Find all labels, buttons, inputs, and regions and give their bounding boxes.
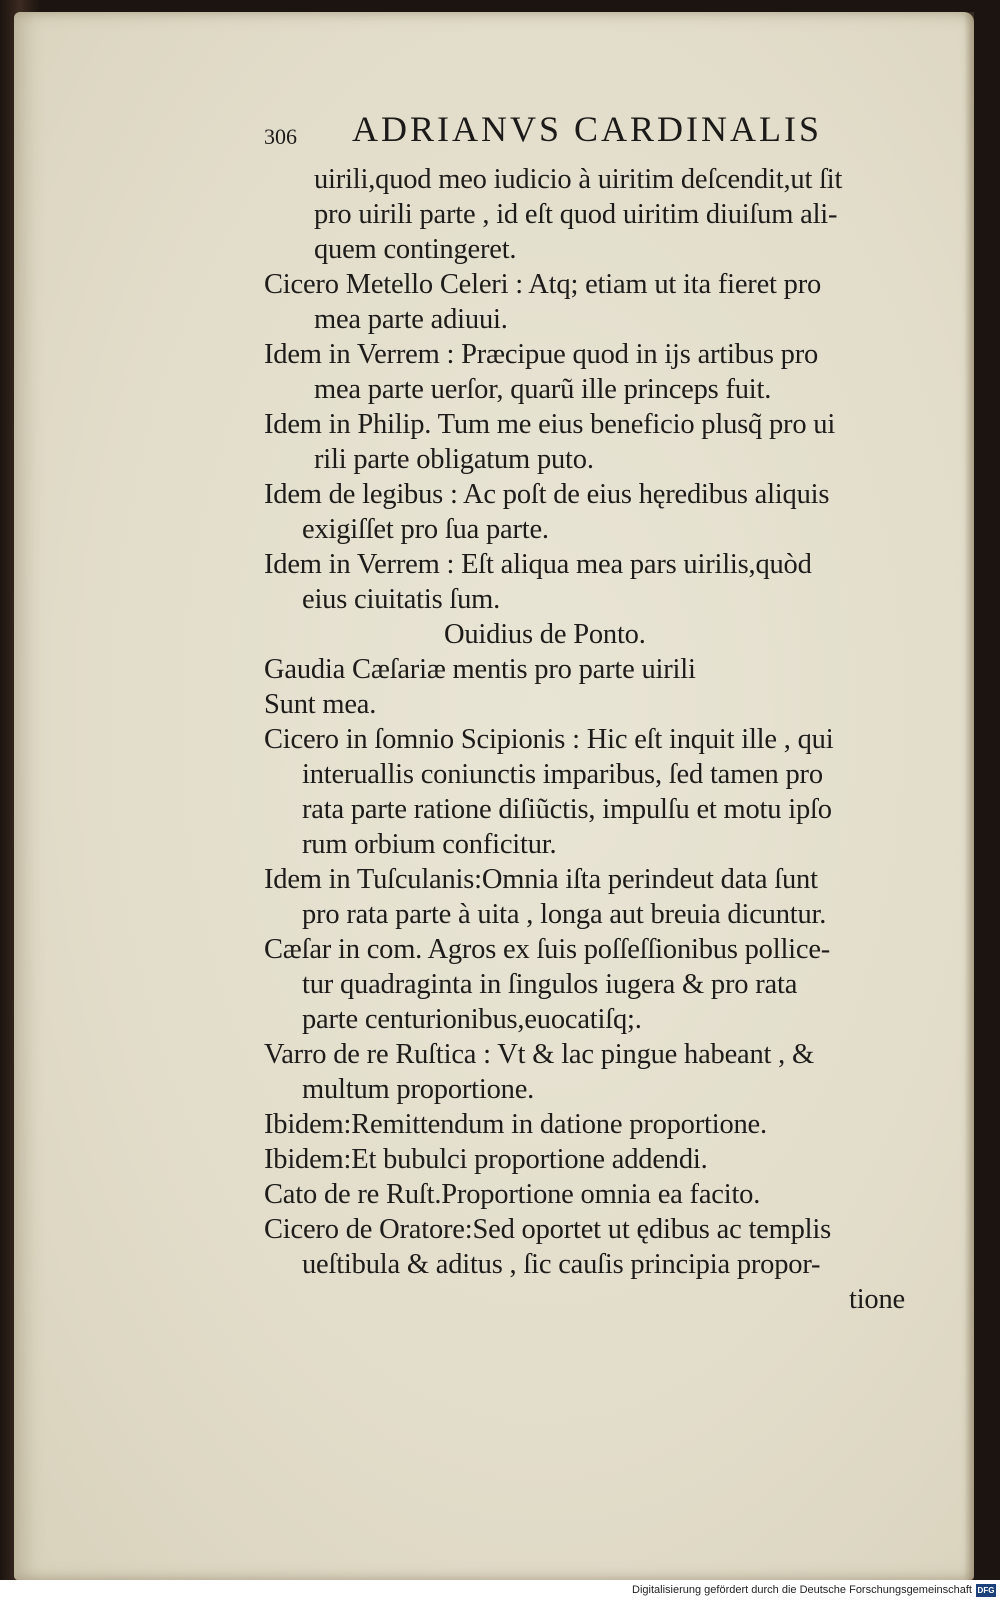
text-line: Cato de re Ruſt.Proportione omnia ea facito. bbox=[264, 1179, 761, 1210]
text-line: quem contingeret. bbox=[314, 234, 517, 265]
body-text bbox=[264, 162, 944, 1317]
catchword: tione bbox=[849, 1284, 905, 1315]
book-page bbox=[14, 12, 974, 1580]
digitization-footer bbox=[0, 1580, 1000, 1603]
text-line: Gaudia Cæſariæ mentis pro parte uirili bbox=[264, 654, 696, 685]
page-number: 306 bbox=[264, 124, 297, 149]
text-line: mea parte adiuui. bbox=[314, 304, 508, 335]
text-line: Idem in Tuſculanis:Omnia iſta perindeut data ſunt bbox=[264, 864, 818, 895]
text-line: mea parte uerſor, quarũ ille princeps fuit. bbox=[314, 374, 772, 405]
footer-credit: Digitalisierung gefördert durch die Deutsche Forschungsgemeinschaft bbox=[632, 1584, 972, 1596]
text-line: parte centurionibus,euocatiſq;. bbox=[302, 1004, 642, 1035]
text-line: interuallis coniunctis imparibus, ſed tamen pro bbox=[302, 759, 823, 790]
text-line: tur quadraginta in ſingulos iugera & pro rata bbox=[302, 969, 798, 1000]
text-line: pro rata parte à uita , longa aut breuia dicuntur. bbox=[302, 899, 827, 930]
text-line: rili parte obligatum puto. bbox=[314, 444, 594, 475]
text-line: Idem in Philip. Tum me eius beneficio plusq̃ pro ui bbox=[264, 409, 836, 440]
page-edge-shadow bbox=[964, 12, 974, 1580]
section-heading: Ouidius de Ponto. bbox=[444, 619, 646, 650]
running-title: ADRIANVS CARDINALIS bbox=[352, 109, 823, 149]
text-line: exigiſſet pro ſua parte. bbox=[302, 514, 549, 545]
text-line: pro uirili parte , id eſt quod uiritim diuiſum ali- bbox=[314, 199, 838, 230]
text-line: Cicero in ſomnio Scipionis : Hic eſt inquit ille , qui bbox=[264, 724, 834, 755]
text-line: Cicero de Oratore:Sed oportet ut ędibus ac templis bbox=[264, 1214, 831, 1245]
text-line: uirili,quod meo iudicio à uiritim deſcendit,ut ſit bbox=[314, 164, 843, 195]
dfg-logo-icon: DFG bbox=[977, 1586, 995, 1595]
text-line: ueſtibula & aditus , ſic cauſis principia propor- bbox=[302, 1249, 821, 1280]
text-line: eius ciuitatis ſum. bbox=[302, 584, 501, 615]
running-head bbox=[264, 104, 904, 154]
text-line: Idem in Verrem : Eſt aliqua mea pars uirilis,quòd bbox=[264, 549, 812, 580]
text-line: Cicero Metello Celeri : Atq; etiam ut ita fieret pro bbox=[264, 269, 822, 300]
text-line: Idem in Verrem : Præcipue quod in ijs artibus pro bbox=[264, 339, 819, 370]
text-line: Idem de legibus : Ac poſt de eius hęredibus aliquis bbox=[264, 479, 830, 510]
text-line: Ibidem:Remittendum in datione proportione. bbox=[264, 1109, 767, 1140]
text-line: Varro de re Ruſtica : Vt & lac pingue habeant , & bbox=[264, 1039, 814, 1070]
text-line: Cæſar in com. Agros ex ſuis poſſeſſionibus pollice- bbox=[264, 934, 831, 965]
text-line: rum orbium conficitur. bbox=[302, 829, 557, 860]
text-line: Ibidem:Et bubulci proportione addendi. bbox=[264, 1144, 708, 1175]
text-line: Sunt mea. bbox=[264, 689, 377, 720]
text-line: multum proportione. bbox=[302, 1074, 535, 1105]
text-line: rata parte ratione diſiũctis, impulſu et motu ipſo bbox=[302, 794, 832, 825]
